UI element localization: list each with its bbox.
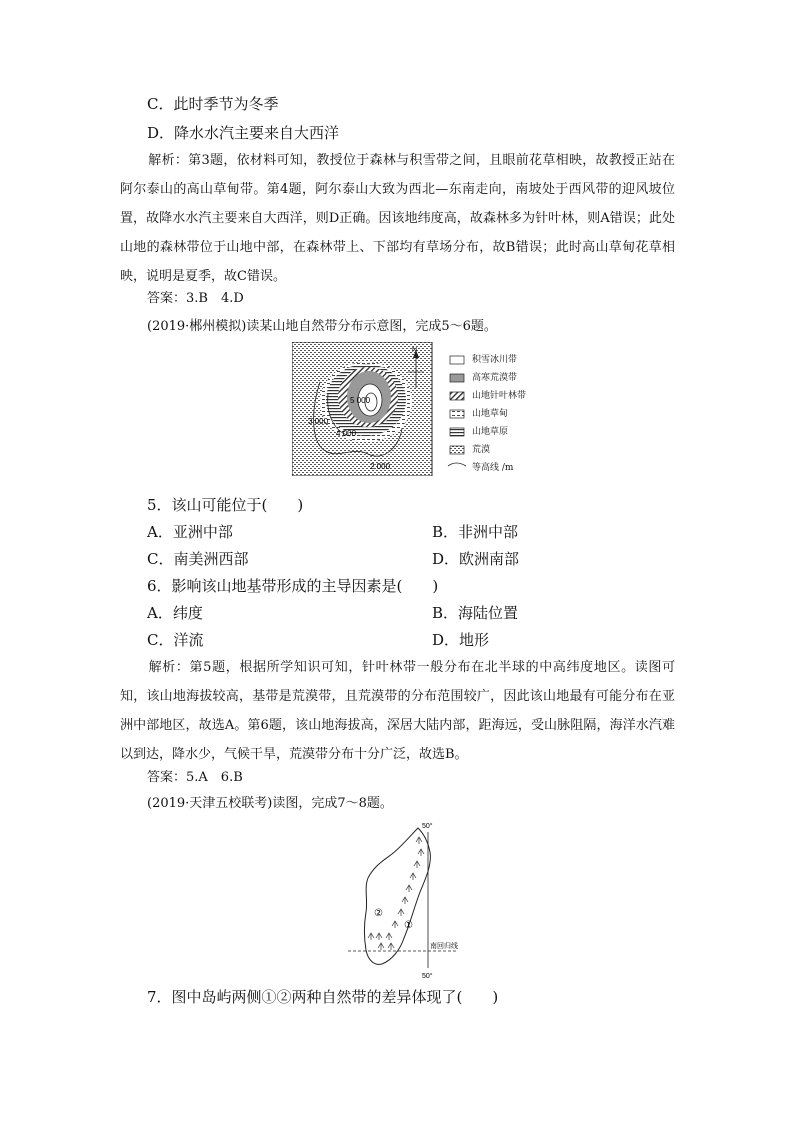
legend-meadow: 山地草甸 [472,409,509,419]
marker-2: ② [374,908,383,919]
longitude-bottom-label: 50° [422,973,433,980]
answer-2: 答案：5.A 6.B [147,770,243,785]
legend-steppe: 山地草原 [472,427,509,437]
q5-option-c: C．南美洲西部 [147,550,249,568]
mountain-zones-figure [292,342,528,476]
contour-label-5000: 5 000 [350,396,371,405]
north-label: N [412,347,418,354]
q6-option-d: D．地形 [432,631,490,649]
longitude-top-label: 50° [422,823,433,830]
source-2: (2019·郴州模拟)读某山地自然带分布示意图，完成5～6题。 [147,319,497,334]
question-6-stem: 6．影响该山地基带形成的主导因素是( ) [147,577,439,595]
contour-label-4000: 4 000 [336,429,357,438]
q6-option-a: A．纬度 [147,604,203,622]
legend-alpine-desert: 高寒荒漠带 [472,373,518,383]
q6-option-c: C．洋流 [147,631,204,649]
q5-option-b: B．非洲中部 [432,523,519,541]
contour-label-2000: 2 000 [370,462,391,471]
madagascar-figure [348,820,464,980]
contour-label-3000: 3 000 [308,417,329,426]
analysis-paragraph-1: 解析：第3题，依材料可知，教授位于森林与积雪带之间，且眼前花草相映，故教授正站在阿尔泰山的高山草甸带。第4题，阿尔泰山大致为西北—东南走向，南坡处于西风带的迎风坡位置，故降水水汽主要来自大西洋，则D正确。因该地纬度高，故森林多为针叶林，则A错误；此处山地的森林带位于山地中部，在森林带上、下部均有草场分布，故B错误；此时高山草甸花草相映，说明是夏季，故C错误。 [120,153,675,284]
legend-desert: 荒漠 [472,445,491,455]
analysis-paragraph-2: 解析：第5题，根据所学知识可知，针叶林带一般分布在北半球的中高纬度地区。读图可知，该山地海拔较高，基带是荒漠带，且荒漠带的分布范围较广，因此该山地最有可能分布在亚洲中部地区，故选A。第6题，该山地海拔高，深居大陆内部，距海远，受山脉阻隔，海洋水汽难以到达，降水少，气候干旱，荒漠带分布十分广泛，故选B。 [120,660,675,762]
marker-1: ① [404,920,413,931]
tropic-label: 南回归线 [430,942,458,950]
answer-1: 答案：3.B 4.D [147,291,244,306]
q5-option-d: D．欧洲南部 [432,550,520,568]
option-c: C．此时季节为冬季 [147,95,279,113]
source-3: (2019·天津五校联考)读图，完成7～8题。 [147,796,393,811]
question-7-stem: 7．图中岛屿两侧①②两种自然带的差异体现了( ) [147,988,499,1006]
q5-option-a: A．亚洲中部 [147,523,233,541]
legend-contour: 等高线 /m [472,463,514,473]
legend-snow-ice: 积雪冰川带 [472,355,518,365]
question-5-stem: 5．该山可能位于( ) [147,496,304,514]
option-d: D．降水水汽主要来自大西洋 [147,124,340,142]
legend-coniferous-forest: 山地针叶林带 [472,391,527,401]
q6-option-b: B．海陆位置 [432,604,519,622]
madagascar-map [348,820,464,980]
